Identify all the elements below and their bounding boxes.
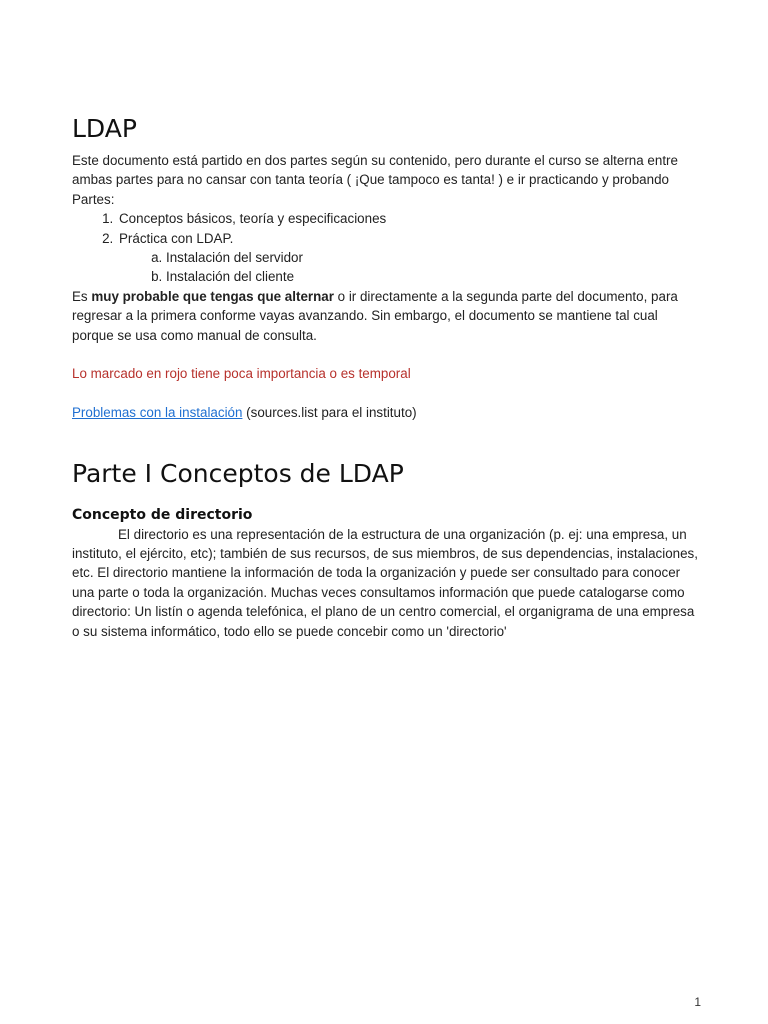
list-item [166,248,702,267]
red-note: Lo marcado en rojo tiene poca importancia o es temporal [72,366,411,382]
link-suffix: (sources.list para el instituto) [242,405,417,421]
install-problems-line [72,403,702,422]
note-suffix: o ir directamente a la segunda parte del documento, para regresar a la primera conforme vayas avanzando. Sin embargo, el documento se mantiene tal cual porque se usa como manual de consulta. [72,288,678,343]
parts-label: Partes: [72,191,115,207]
alternate-note [72,287,702,345]
page-content [72,112,702,641]
practice-sublist [119,248,702,287]
document-title: LDAP [72,114,137,143]
list-item-label: Práctica con LDAP. [119,230,234,246]
list-item [117,229,702,287]
install-problems-link[interactable]: Problemas con la instalación [72,405,243,421]
parts-list [72,209,702,287]
directory-paragraph: El directorio es una representación de la estructura de una organización (p. ej: una empresa, un instituto, el ejército, etc); también de sus recursos, de sus miembros, de sus dependencias, instalaciones, etc. El directorio mantiene la información de toda la organización y puede ser consultado para conocer una parte o toda la organización. Muchas veces consultamos información que puede catalogarse como directorio: Un listín o agenda telefónica, el plano de un centro comercial, el organigrama de una empresa o su sistema informático, todo ello se puede concebir como un 'directorio' [72,526,698,639]
section-title: Parte I Conceptos de LDAP [72,458,404,488]
note-prefix: Es [72,288,92,304]
list-item-label: Instalación del servidor [166,250,303,266]
subsection-title: Concepto de directorio [72,506,253,523]
note-bold: muy probable que tengas que alternar [91,288,334,304]
list-item [166,267,702,286]
intro-paragraph: Este documento está partido en dos partes según su contenido, pero durante el curso se alterna entre ambas partes para no cansar con tanta teoría ( ¡Que tampoco es tanta! ) e ir practicando y probando [72,153,678,188]
page-number: 1 [694,995,701,1009]
list-item [117,209,702,228]
list-item-label: Instalación del cliente [166,269,295,285]
list-item-label: Conceptos básicos, teoría y especificaciones [119,211,387,227]
